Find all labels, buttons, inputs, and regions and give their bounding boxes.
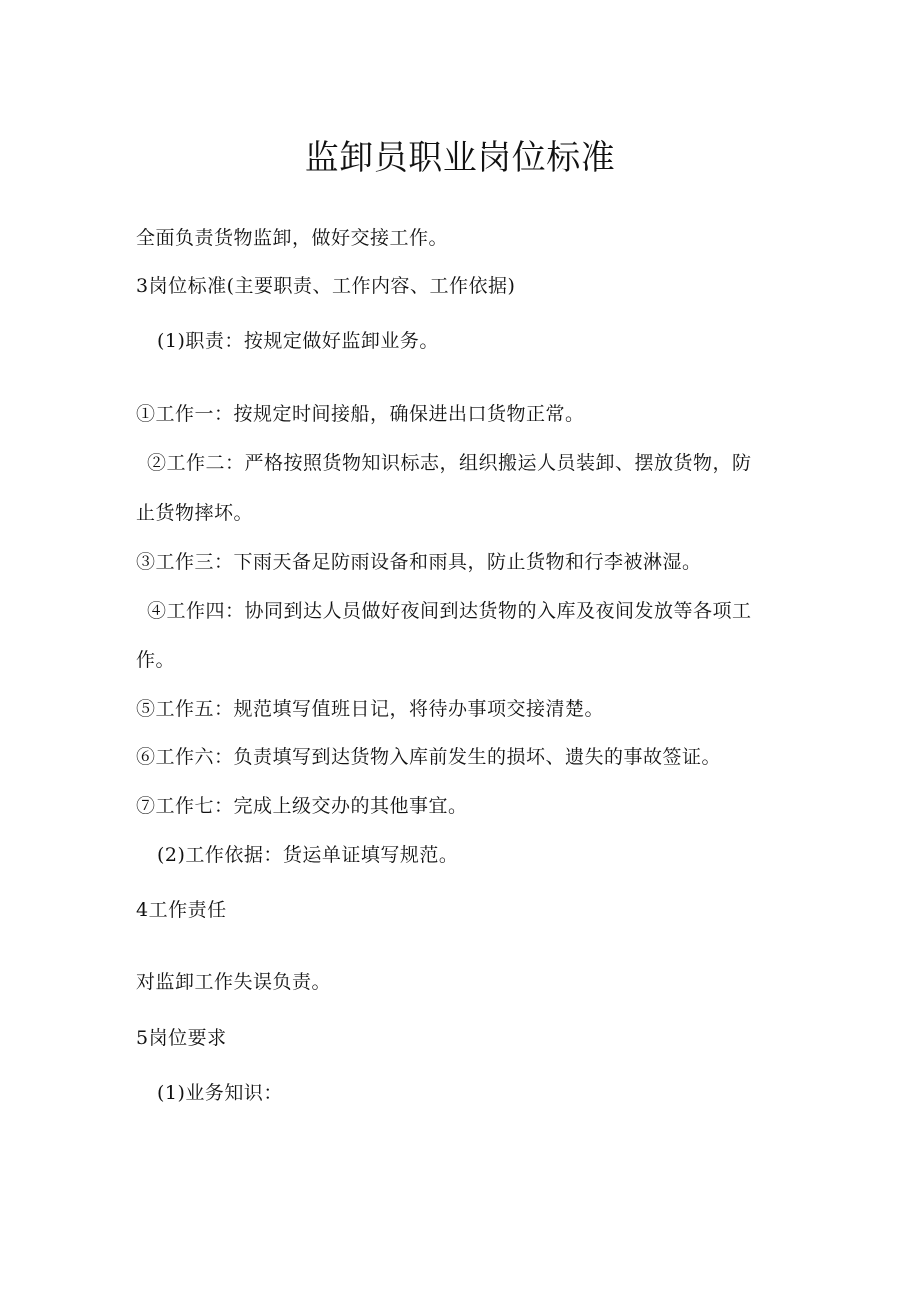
task-2-continued: 止货物摔坏。 <box>136 502 254 524</box>
item-knowledge: (1)业务知识： <box>157 1082 283 1104</box>
document-title: 监卸员职业岗位标准 <box>304 138 616 178</box>
task-3: ③工作三：下雨天备足防雨设备和雨具，防止货物和行李被淋湿。 <box>136 551 702 573</box>
paragraph-overview: 全面负责货物监卸，做好交接工作。 <box>136 227 449 249</box>
task-6: ⑥工作六：负责填写到达货物入库前发生的损坏、遗失的事故签证。 <box>136 746 722 768</box>
task-4-continued: 作。 <box>136 649 176 671</box>
section-heading-4: 4工作责任 <box>136 899 227 921</box>
paragraph-responsibility: 对监卸工作失误负责。 <box>136 971 332 993</box>
task-7: ⑦工作七：完成上级交办的其他事宜。 <box>136 795 468 817</box>
task-1: ①工作一：按规定时间接船，确保进出口货物正常。 <box>136 403 585 425</box>
task-4: ④工作四：协同到达人员做好夜间到达货物的入库及夜间发放等各项工 <box>147 600 752 622</box>
task-2: ②工作二：严格按照货物知识标志，组织搬运人员装卸、摆放货物，防 <box>147 452 752 474</box>
task-5: ⑤工作五：规范填写值班日记，将待办事项交接清楚。 <box>136 698 605 720</box>
item-basis: (2)工作依据：货运单证填写规范。 <box>157 844 459 866</box>
section-heading-3: 3岗位标准(主要职责、工作内容、工作依据) <box>136 275 516 297</box>
item-duty: (1)职责：按规定做好监卸业务。 <box>157 330 439 352</box>
section-heading-5: 5岗位要求 <box>136 1027 227 1049</box>
